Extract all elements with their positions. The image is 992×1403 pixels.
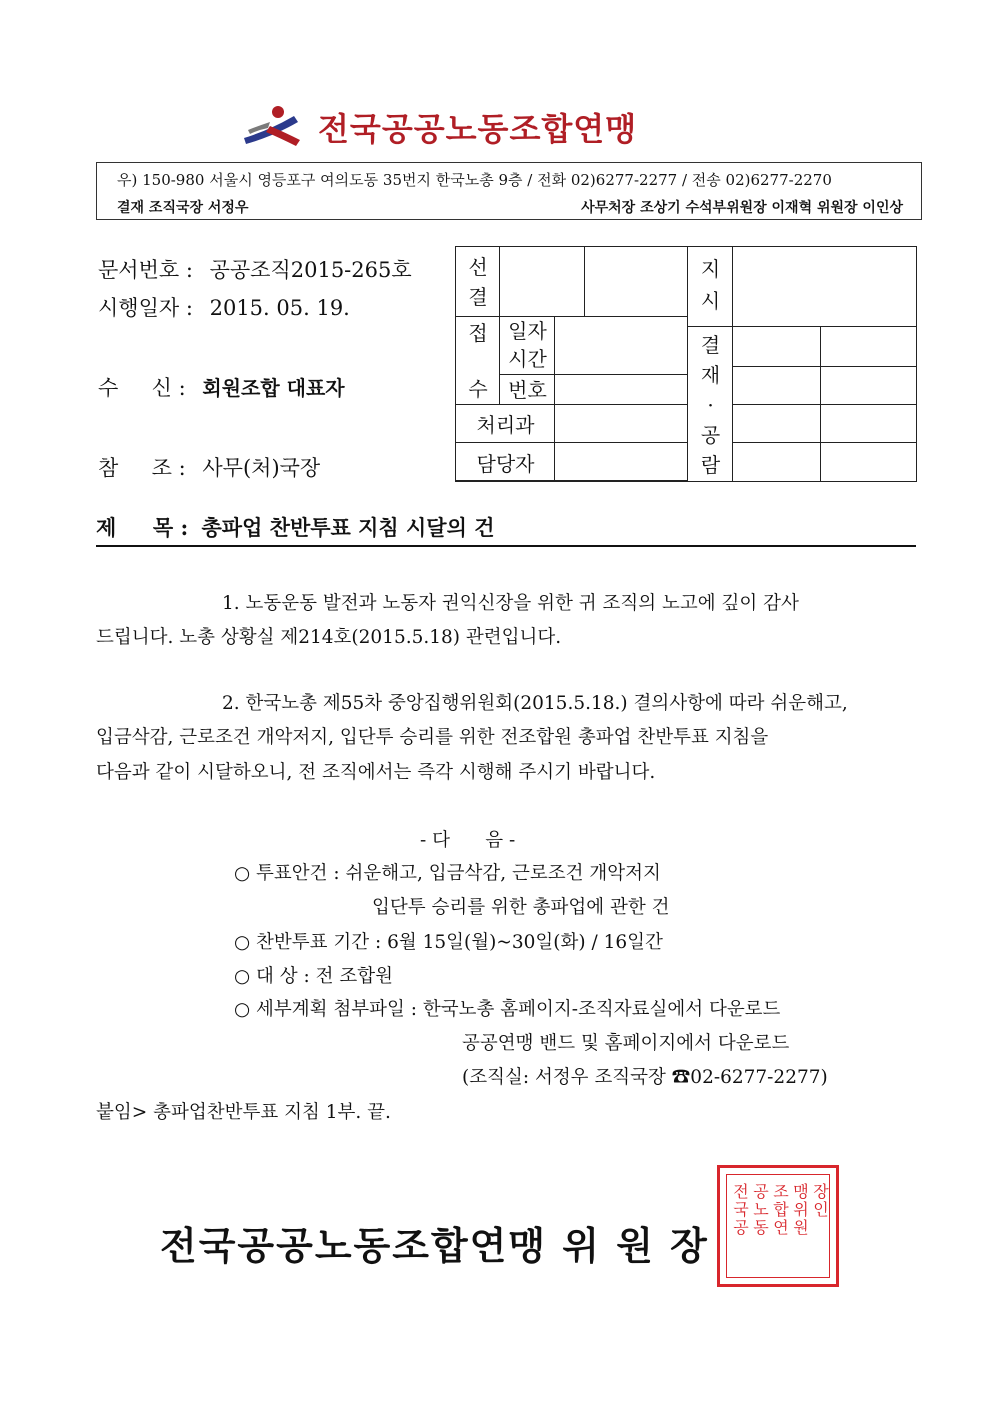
paragraph-2-line-1: 2. 한국노총 제55차 중앙집행위원회(2015.5.18.) 결의사항에 따라 쉬운해고, xyxy=(222,693,848,714)
doc-number-row xyxy=(98,254,412,284)
letterhead-logo xyxy=(240,100,740,150)
paragraph-1-line-1: 1. 노동운동 발전과 노동자 권익신장을 위한 귀 조직의 노고에 깊이 감사 xyxy=(222,593,799,614)
label-su: 수 xyxy=(468,377,488,401)
label-ilja: 일자 xyxy=(508,319,547,343)
notice-item-vote-agenda-cont: 입단투 승리를 위한 총파업에 관한 건 xyxy=(372,897,670,918)
approval-cell xyxy=(821,443,916,481)
notice-item-attachment-plan-cont: 공공연맹 밴드 및 홈페이지에서 다운로드 xyxy=(462,1033,790,1054)
issue-date-label: 시행일자 : xyxy=(98,296,193,320)
approval-cell xyxy=(821,405,916,443)
label-jeop: 접 xyxy=(468,321,488,345)
seon-sign-cell-2 xyxy=(585,247,688,317)
subject-divider xyxy=(96,545,916,547)
receipt-datetime-cell xyxy=(555,317,688,375)
label-jae: 재 xyxy=(700,363,721,387)
dept-cell xyxy=(555,405,688,443)
label-dot: · xyxy=(707,393,714,417)
reference-label: 참 조 : xyxy=(98,456,186,480)
approval-cell xyxy=(733,327,821,367)
person-in-charge-cell xyxy=(555,443,688,481)
letterhead-org-name: 전국공공노동조합연맹 xyxy=(318,110,638,148)
paragraph-1-line-2: 드립니다. 노총 상황실 제214호(2015.5.18) 관련입니다. xyxy=(96,627,562,648)
seon-sign-cell-1 xyxy=(500,247,585,317)
issue-date-row xyxy=(98,292,350,322)
approval-line-right: 사무처장 조상기 수석부위원장 이재혁 위원장 이인상 xyxy=(581,200,903,216)
approval-cell xyxy=(821,327,916,367)
label-damdangja: 담당자 xyxy=(476,452,535,476)
approval-stamp-box xyxy=(455,246,917,482)
union-emblem-icon xyxy=(240,100,320,150)
issue-date-value: 2015. 05. 19. xyxy=(209,296,350,320)
label-ram: 람 xyxy=(700,453,721,477)
notice-heading: - 다 음 - xyxy=(420,830,516,851)
approval-cell xyxy=(733,443,821,481)
notice-contact: (조직실: 서정우 조직국장 ☎02-6277-2277) xyxy=(462,1067,828,1088)
paragraph-2-line-2: 입금삭감, 근로조건 개악저지, 입단투 승리를 위한 전조합원 총파업 찬반투표 지침을 xyxy=(96,727,769,748)
receipt-number-cell xyxy=(555,375,688,405)
approval-cell xyxy=(733,405,821,443)
approval-line-left: 결재 조직국장 서정우 xyxy=(117,200,249,216)
recipient-row xyxy=(98,372,345,402)
signature-line: 전국공공노동조합연맹 위 원 장 xyxy=(160,1224,709,1268)
label-si: 시 xyxy=(700,289,721,313)
label-seon: 선 xyxy=(468,255,488,279)
approval-cell xyxy=(821,367,916,405)
instruction-cell xyxy=(733,247,916,327)
recipient-value: 회원조합 대표자 xyxy=(202,376,345,400)
recipient-label: 수 신 : xyxy=(98,376,186,400)
label-beonho: 번호 xyxy=(508,378,547,402)
reference-value: 사무(처)국장 xyxy=(202,456,321,480)
paragraph-2-line-3: 다음과 같이 시달하오니, 전 조직에서는 즉각 시행해 주시기 바랍니다. xyxy=(96,762,656,783)
label-cheorigwa: 처리과 xyxy=(476,413,535,437)
approval-cell xyxy=(733,367,821,405)
doc-number-label: 문서번호 : xyxy=(98,258,193,282)
notice-item-target: ○ 대 상 : 전 조합원 xyxy=(234,966,394,987)
notice-item-vote-agenda: ○ 투표안건 : 쉬운해고, 입금삭감, 근로조건 개악저지 xyxy=(234,863,661,884)
label-sigan: 시간 xyxy=(508,347,547,371)
label-gong: 공 xyxy=(700,423,721,447)
doc-number-value: 공공조직2015-265호 xyxy=(209,258,412,282)
address-line: 우) 150-980 서울시 영등포구 여의도동 35번지 한국노총 9층 / 전화 02)6277-2277 / 전송 02)6277-2270 xyxy=(117,171,832,189)
label-ji: 지 xyxy=(700,257,721,281)
address-box xyxy=(96,162,922,220)
label-gyeol2: 결 xyxy=(700,333,721,357)
label-gyeol: 결 xyxy=(468,285,488,309)
reference-row xyxy=(98,452,320,482)
notice-item-attachment-plan: ○ 세부계획 첨부파일 : 한국노총 홈페이지-조직자료실에서 다운로드 xyxy=(234,999,781,1020)
attachment-note: 붙임> 총파업찬반투표 지침 1부. 끝. xyxy=(96,1102,391,1123)
subject-text: 총파업 찬반투표 지침 시달의 건 xyxy=(201,516,495,540)
subject-row xyxy=(96,512,494,542)
official-seal: 전국공 공노동 조합연 맹위원 장인 xyxy=(717,1165,839,1287)
subject-label: 제 목 : xyxy=(96,515,189,540)
notice-item-vote-period: ○ 찬반투표 기간 : 6월 15일(월)~30일(화) / 16일간 xyxy=(234,932,663,953)
